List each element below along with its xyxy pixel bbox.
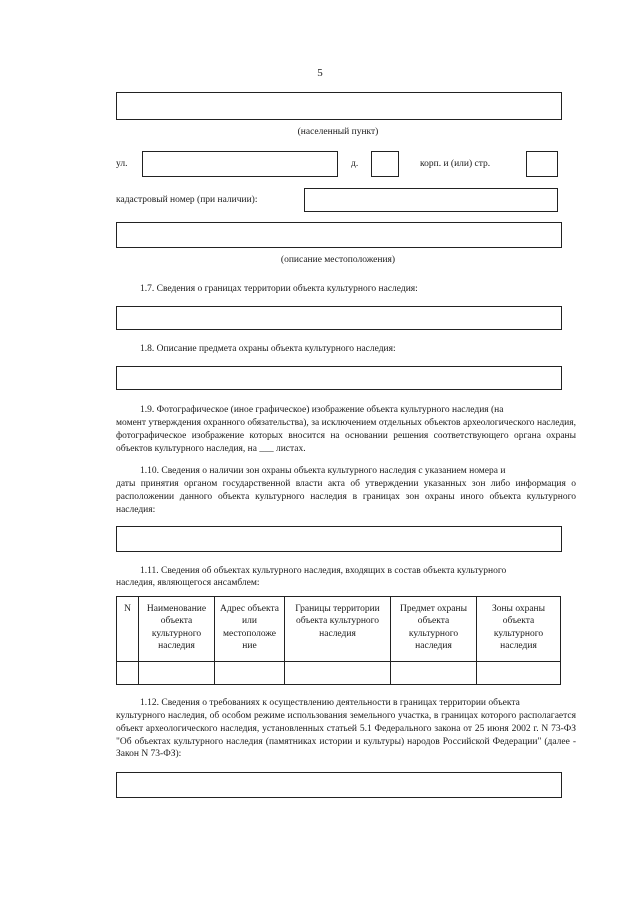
- section-1-10-body: даты принятия органом государственной власти акта об утверждении указанных зон либо информация о расположении данного объекта культурного наследия в границах зон охраны иного объекта культурного наследия:: [116, 479, 576, 515]
- col-protection-subject: Предмет охраны объекта культурного наследия: [391, 597, 477, 662]
- table-cell[interactable]: [391, 662, 477, 685]
- street-field[interactable]: [142, 151, 338, 177]
- section-1-12-body: культурного наследия, об особом режиме использования земельного участка, в границах которого располагается объект археологического наследия, установленных статьей 5.1 Федерального закона от 25 июня 2002 г. N 73-ФЗ "Об объектах культурного наследия (памятниках истории и культуры) народов Российской Федерации" (далее - Закон N 73-ФЗ):: [116, 711, 576, 760]
- cadastral-field[interactable]: [304, 188, 558, 212]
- col-address: Адрес объекта или местоположе ние: [215, 597, 285, 662]
- section-1-9-body: момент утверждения охранного обязательства), за исключением отдельных объектов археологического наследия, фотографическое изображение которых вносится на основании решения соответствующего органа охраны объектов культурного наследия, на ___ листах.: [116, 418, 576, 454]
- section-1-8: 1.8. Описание предмета охраны объекта культурного наследия:: [140, 344, 396, 354]
- section-1-10-field[interactable]: [116, 526, 562, 552]
- section-1-12-field[interactable]: [116, 772, 562, 798]
- section-1-11-body: наследия, являющегося ансамблем:: [116, 578, 260, 588]
- col-number: N: [117, 597, 139, 662]
- cadastral-label: кадастровый номер (при наличии):: [116, 195, 258, 205]
- table-cell[interactable]: [215, 662, 285, 685]
- building-field[interactable]: [526, 151, 558, 177]
- section-1-9-line1: 1.9. Фотографическое (иное графическое) изображение объекта культурного наследия (на: [140, 405, 504, 415]
- table-row: [117, 662, 561, 685]
- col-protection-zones: Зоны охраны объекта культурного наследия: [477, 597, 561, 662]
- page-number: 5: [317, 67, 323, 79]
- street-label: ул.: [116, 159, 128, 169]
- house-field[interactable]: [371, 151, 399, 177]
- settlement-caption: (населенный пункт): [297, 127, 379, 137]
- table-cell[interactable]: [285, 662, 391, 685]
- section-1-10-line1: 1.10. Сведения о наличии зон охраны объекта культурного наследия с указанием номера и: [140, 466, 506, 476]
- location-caption: (описание местоположения): [280, 255, 396, 265]
- table-cell[interactable]: [477, 662, 561, 685]
- section-1-7-field[interactable]: [116, 306, 562, 330]
- building-label: корп. и (или) стр.: [420, 159, 491, 169]
- section-1-12-line1: 1.12. Сведения о требованиях к осуществлению деятельности в границах территории объекта: [140, 698, 520, 708]
- location-field[interactable]: [116, 222, 562, 248]
- settlement-field[interactable]: [116, 92, 562, 120]
- table-header-row: [117, 597, 561, 662]
- house-label: д.: [351, 159, 359, 169]
- col-territory-borders: Границы территории объекта культурного наследия: [285, 597, 391, 662]
- col-object-name: Наименование объекта культурного наследия: [139, 597, 215, 662]
- section-1-7: 1.7. Сведения о границах территории объекта культурного наследия:: [140, 284, 418, 294]
- table-cell[interactable]: [139, 662, 215, 685]
- section-1-11-line1: 1.11. Сведения об объектах культурного наследия, входящих в состав объекта культурного: [140, 566, 507, 576]
- section-1-8-field[interactable]: [116, 366, 562, 390]
- ensemble-table: [116, 596, 561, 685]
- table-cell[interactable]: [117, 662, 139, 685]
